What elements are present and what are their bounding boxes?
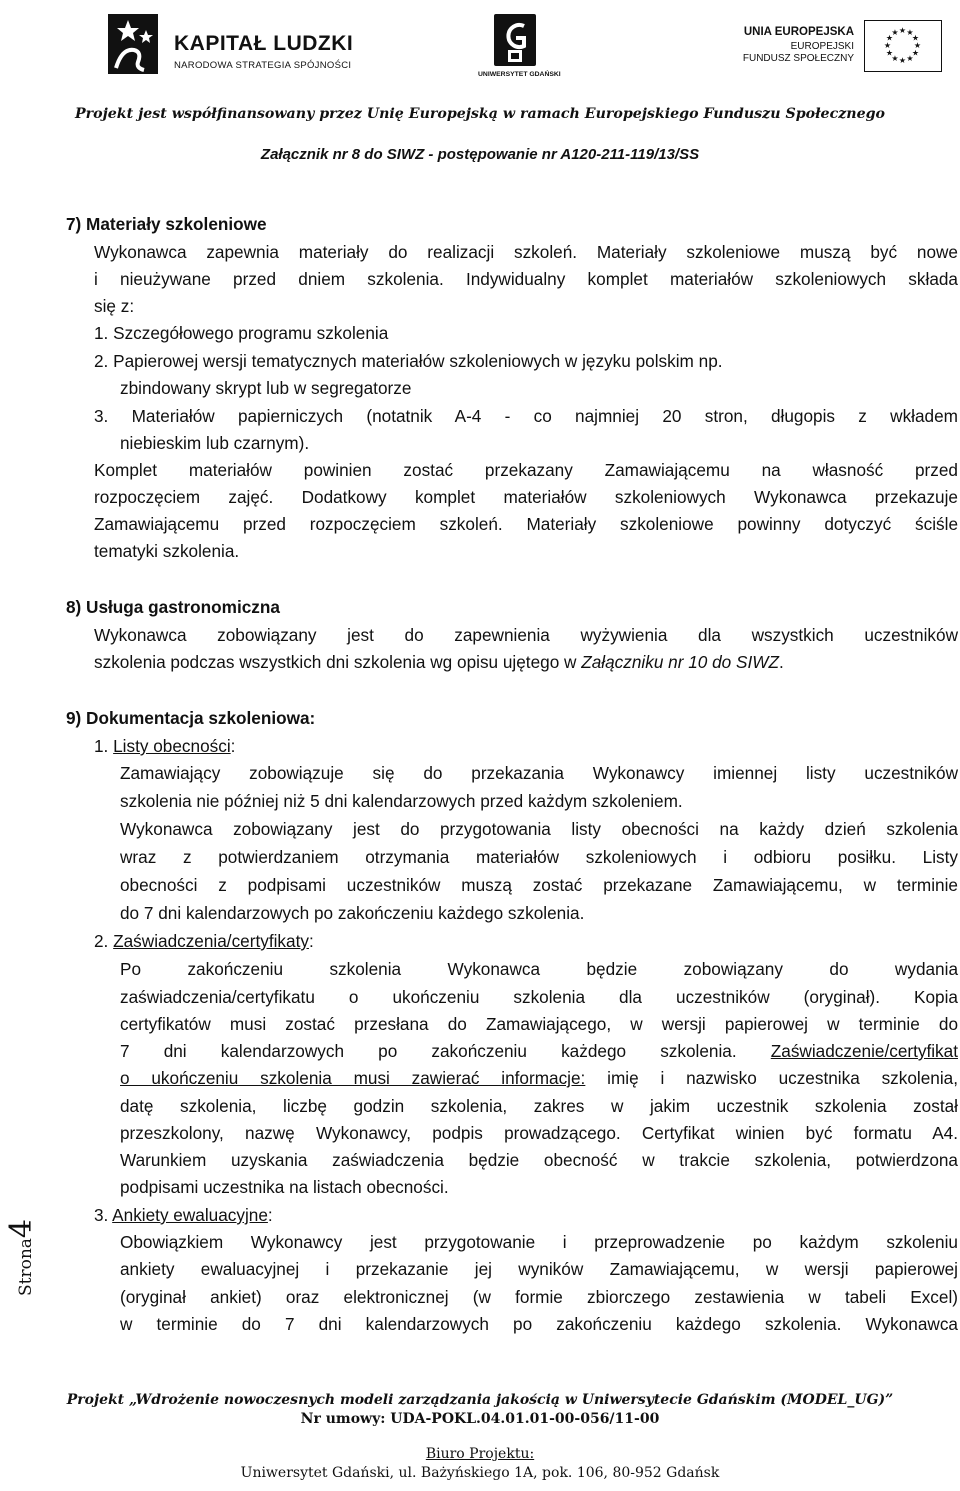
sec7-line-3: się z: [94, 296, 135, 316]
sec7-closing-4: tematyki szkolenia. [94, 541, 240, 561]
section-7-heading: 7) Materiały szkoleniowe [66, 214, 267, 234]
item-2-line-9: podpisami uczestnika na listach obecności. [120, 1177, 449, 1197]
eu-logo [736, 14, 946, 74]
sec9-item-3-header [94, 1205, 273, 1225]
item-2-line-7: przeszkolony, nazwę Wykonawcy, podpis prowadzącego. Certyfikat winien być formatu A4. [120, 1123, 958, 1143]
item-2-line-4-text: 7 dni kalendarzowych po zakończeniu każdego szkolenia. [120, 1041, 771, 1061]
section-8-heading: 8) Usługa gastronomiczna [66, 597, 280, 617]
item-1-line-5: obecności z podpisami uczestników muszą zostać przekazane Zamawiającemu, w terminie [120, 875, 958, 895]
footer-office-label: Biuro Projektu: [425, 1446, 535, 1462]
svg-text:★: ★ [885, 33, 894, 43]
kapital-ludzki-subtitle: NARODOWA STRATEGIA SPÓJNOŚCI [174, 60, 352, 71]
item-colon: : [308, 931, 314, 951]
footer-project: Projekt „Wdrożenie nowoczesnych modeli zarządzania jakością w Uniwersytecie Gdańskim (MODEL_UG)” [66, 1392, 894, 1408]
ug-emblem-icon [494, 14, 536, 66]
svg-text:★: ★ [906, 54, 914, 63]
item-colon: : [230, 736, 236, 756]
footer-address: Uniwersytet Gdański, ul. Bażyńskiego 1A, pok. 106, 80-952 Gdańsk [240, 1465, 720, 1481]
item-2-line-3: certyfikatów musi zostać przesłana do Zamawiającego, w wersji papierowej w terminie do [120, 1014, 958, 1034]
sec8-line-2-end: . [778, 652, 784, 672]
item-1-line-2: szkolenia nie później niż 5 dni kalendarzowych przed każdym szkoleniem. [120, 791, 683, 811]
page-number [4, 1218, 44, 1296]
item-2-title: Zaświadczenia/certyfikaty [113, 931, 309, 951]
item-1-line-4: wraz z potwierdzaniem otrzymania materiałów szkoleniowych i odbioru posiłku. Listy [120, 847, 958, 867]
section-9-heading: 9) Dokumentacja szkoleniowa: [66, 708, 316, 728]
item-number: 3. [94, 1205, 109, 1225]
item-number: 1. [94, 736, 109, 756]
item-2-line-8: Warunkiem uzyskania zaświadczenia będzie obecność w trakcie szkolenia, potwierdzona [120, 1150, 958, 1170]
page-label: Strona [16, 1238, 36, 1296]
svg-text:★: ★ [885, 48, 894, 58]
cofinance-note: Projekt jest współfinansowany przez Unię Europejską w ramach Europejskiego Funduszu Społecznego [74, 106, 886, 122]
svg-text:★: ★ [883, 41, 892, 50]
svg-text:★: ★ [898, 56, 907, 65]
item-1-line-3: Wykonawca zobowiązany jest do przygotowania listy obecności na każdy dzień szkolenia [120, 819, 958, 839]
item-2-line-6: datę szkolenia, liczbę godzin szkolenia, zakres w jakim uczestnik szkolenia został [120, 1096, 958, 1116]
eu-line-3: FUNDUSZ SPOŁECZNY [742, 53, 854, 64]
item-1-line-1: Zamawiający zobowiązuje się do przekazania Wykonawcy imiennej listy uczestników [120, 763, 958, 783]
sec9-item-1-header [94, 736, 235, 756]
svg-text:★: ★ [891, 54, 899, 63]
sec7-closing-1: Komplet materiałów powinien zostać przekazany Zamawiającemu na własność przed [94, 460, 958, 480]
svg-text:★: ★ [911, 33, 920, 43]
annex-10-reference: Załączniku nr 10 do SIWZ [581, 652, 779, 672]
eu-flag-icon [864, 20, 942, 72]
certificate-requirement-cont: o ukończeniu szkolenia musi zawierać informacje: [120, 1068, 586, 1088]
eu-line-2: EUROPEJSKI [790, 41, 854, 52]
sec7-list-item-2-cont: zbindowany skrypt lub w segregatorze [120, 378, 412, 398]
sec8-line-2 [94, 652, 784, 672]
sec7-closing-3: Zamawiającemu przed rozpoczęciem szkoleń. Materiały szkoleniowe powinny dotyczyć ściśle [94, 514, 958, 534]
certificate-requirement-link: Zaświadczenie/certyfikat [770, 1041, 958, 1061]
ug-name: UNIWERSYTET GDAŃSKI [478, 71, 561, 78]
sec7-closing-2: rozpoczęciem zajęć. Dodatkowy komplet materiałów szkoleniowych Wykonawca przekazuje [94, 487, 958, 507]
sec8-line-2-text: szkolenia podczas wszystkich dni szkolenia wg opisu ujętego w [94, 652, 582, 672]
kapital-ludzki-title: KAPITAŁ LUDZKI [174, 32, 354, 55]
item-3-line-3: (oryginał ankiet) oraz elektronicznej (w formie zbiorczego zestawienia w tabeli Excel) [120, 1287, 958, 1307]
item-3-line-2: ankiety ewaluacyjnej i przekazanie jej wyników Zamawiającemu, w wersji papierowej [120, 1259, 958, 1279]
item-3-line-1: Obowiązkiem Wykonawcy jest przygotowanie i przeprowadzenie po każdym szkoleniu [120, 1232, 958, 1252]
item-1-line-6: do 7 dni kalendarzowych po zakończeniu każdego szkolenia. [120, 903, 585, 923]
item-3-line-4: w terminie do 7 dni kalendarzowych po zakończeniu każdego szkolenia. Wykonawca [120, 1314, 958, 1334]
sec7-list-item-2: 2. Papierowej wersji tematycznych materiałów szkoleniowych w języku polskim np. [94, 351, 723, 371]
sec7-line-2: i nieużywane przed dniem szkolenia. Indywidualny komplet materiałów szkoleniowych składa [94, 269, 958, 289]
item-number: 2. [94, 931, 109, 951]
item-colon: : [267, 1205, 273, 1225]
kapital-ludzki-emblem-icon [108, 14, 158, 74]
sec8-line-1: Wykonawca zobowiązany jest do zapewnienia wyżywienia dla wszystkich uczestników [94, 625, 958, 645]
svg-text:★: ★ [913, 41, 922, 50]
svg-text:★: ★ [898, 26, 907, 35]
sec7-list-item-1: 1. Szczegółowego programu szkolenia [94, 323, 389, 343]
item-2-line-5-text: imię i nazwisko uczestnika szkolenia, [585, 1068, 958, 1088]
kapital-ludzki-logo [108, 10, 358, 88]
sec7-list-item-3-cont: niebieskim lub czarnym). [120, 433, 310, 453]
item-2-line-4 [120, 1041, 958, 1061]
item-2-line-1: Po zakończeniu szkolenia Wykonawca będzie zobowiązany do wydania [120, 959, 958, 979]
annex-reference: Załącznik nr 8 do SIWZ - postępowanie nr A120-211-119/13/SS [260, 146, 700, 163]
svg-text:★: ★ [911, 48, 920, 58]
sec7-line-1: Wykonawca zapewnia materiały do realizacji szkoleń. Materiały szkoleniowe muszą być nowe [94, 242, 958, 262]
page-number-value: 4 [4, 1218, 39, 1239]
ug-logo [478, 12, 561, 92]
item-2-line-2: zaświadczenia/certyfikatu o ukończeniu szkolenia dla uczestników (oryginał). Kopia [120, 987, 958, 1007]
svg-text:★: ★ [891, 28, 899, 37]
sec7-list-item-3: 3. Materiałów papierniczych (notatnik A-4 - co najmniej 20 stron, długopis z wkładem [94, 406, 958, 426]
item-2-line-5 [120, 1068, 958, 1088]
item-3-title: Ankiety ewaluacyjne [112, 1205, 268, 1225]
eu-line-1: UNIA EUROPEJSKA [743, 26, 854, 38]
sec9-item-2-header [94, 931, 314, 951]
svg-text:★: ★ [906, 28, 914, 37]
item-1-title: Listy obecności [113, 736, 231, 756]
footer-contract: Nr umowy: UDA-POKL.04.01.01-00-056/11-00 [300, 1411, 660, 1427]
